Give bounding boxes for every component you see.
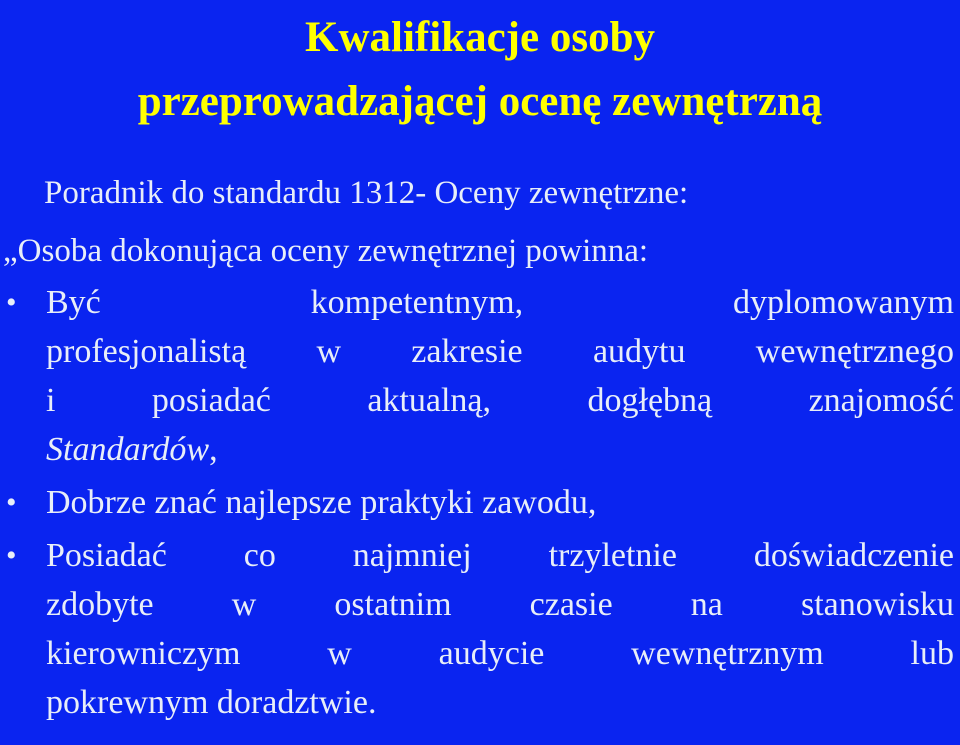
- title-line-1: Kwalifikacje osoby: [305, 14, 655, 61]
- bullet-icon: •: [6, 286, 17, 319]
- bullet-3-line-3: kierowniczym w audycie wewnętrznym lub: [46, 635, 954, 672]
- bullet-3-line-1: Posiadać co najmniej trzyletnie doświadczenie: [46, 537, 954, 574]
- bullet-1-tail: ,: [209, 431, 218, 468]
- intro-line-2: „Osoba dokonująca oceny zewnętrznej powinna:: [3, 233, 649, 269]
- bullet-1-line-3: i posiadać aktualną, dogłębną znajomość: [46, 382, 954, 419]
- bullet-3-line-2: zdobyte w ostatnim czasie na stanowisku: [46, 586, 954, 623]
- bullet-icon: •: [6, 486, 17, 519]
- bullet-list: [0, 278, 960, 731]
- slide-title: [0, 0, 960, 134]
- bullet-1-line-4: [46, 425, 954, 474]
- bullet-1-line-1: Być kompetentnym, dyplomowanym: [46, 284, 954, 321]
- bullet-1-line-2: profesjonalistą w zakresie audytu wewnętrznego: [46, 333, 954, 370]
- bullet-3-line-4: pokrewnym doradztwie.: [46, 684, 377, 721]
- standards-term: Standardów: [46, 431, 210, 468]
- bullet-item-2: [0, 478, 960, 527]
- intro-line-1: Poradnik do standardu 1312- Oceny zewnętrzne:: [44, 175, 689, 211]
- bullet-item-1: [0, 278, 960, 474]
- bullet-icon: •: [6, 539, 17, 572]
- bullet-2-line-1: Dobrze znać najlepsze praktyki zawodu,: [46, 484, 597, 521]
- title-line-2: przeprowadzającej ocenę zewnętrzną: [137, 78, 823, 125]
- bullet-item-3: [0, 531, 960, 727]
- intro-text: [0, 164, 960, 280]
